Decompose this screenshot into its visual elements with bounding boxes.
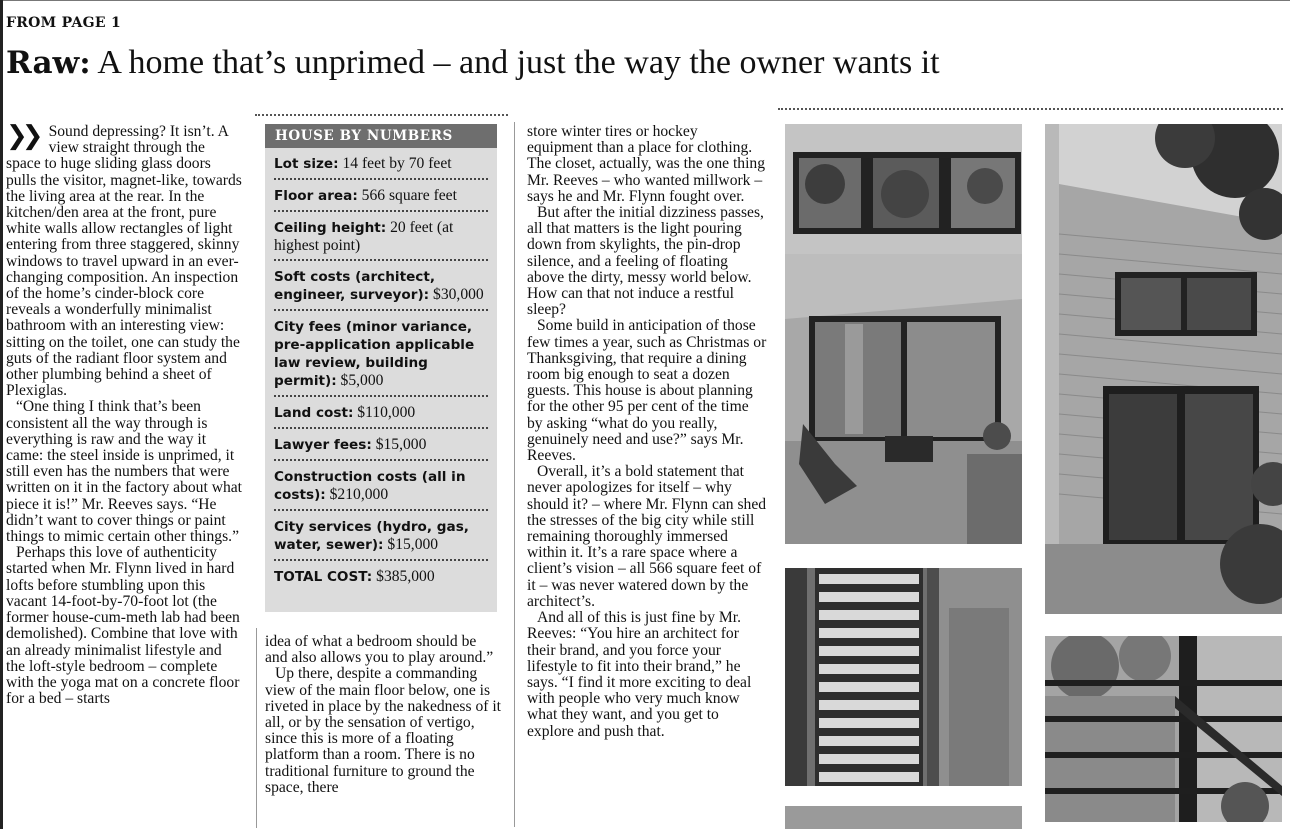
railing-photo — [1045, 636, 1282, 822]
article-column-2 — [265, 634, 501, 829]
dotted-rule — [778, 108, 1283, 110]
box-item: Floor area: 566 square feet — [274, 180, 488, 212]
paragraph: And all of this is just fine by Mr. Reeves: “You hire an architect for their brand, and you force your lifestyle to fit into their brand,” he says. “I find it more exciting to deal with people who very much know what they want, and you get to explore and push that. — [527, 609, 752, 740]
box-item: Ceiling height: 20 feet (at highest point) — [274, 212, 488, 261]
paragraph: Up there, despite a commanding view of the main floor below, one is riveted in place by the nakedness of it all, or by the sensation of vertigo, since this is more of a floating platform than a room. There is no traditional furniture to ground the space, there — [265, 665, 501, 796]
dotted-rule — [255, 114, 508, 116]
column-separator — [514, 122, 515, 827]
article-column-3 — [527, 124, 767, 829]
box-title: HOUSE BY NUMBERS — [265, 124, 497, 148]
box-item: City services (hydro, gas, water, sewer): $15,000 — [274, 511, 488, 561]
headline — [6, 40, 940, 86]
paragraph: idea of what a bedroom should be and also allows you to play around.” — [265, 634, 494, 667]
box-item: Construction costs (all in costs): $210,000 — [274, 461, 488, 511]
page-top-border — [0, 0, 1290, 1]
paragraph: Perhaps this love of authenticity started when Mr. Flynn lived in hard lofts before stumbling upon this vacant 14-foot-by-70-foot lot (the former house-cum-meth lab had been demolished). Combine that love with an already minimalist lifestyle and the loft-style bedroom – complete with the yoga mat on a concrete floor for a bed – starts — [6, 544, 240, 708]
box-item: Soft costs (architect, engineer, surveyor): $30,000 — [274, 261, 488, 311]
railing-photo-drawing — [1045, 636, 1282, 822]
partial-photo — [785, 806, 1022, 829]
paragraph: store winter tires or hockey equipment than a place for clothing. The closet, actually, was the one thing Mr. Reeves – who wanted millwork – says he and Mr. Flynn fought over. — [527, 124, 766, 205]
paragraph: Sound depressing? It isn’t. A view straight through the space to huge sliding glass doors pulls the visitor, magnet-like, towards the living area at the rear. In the kitchen/den area at the front, pure white walls allow rectangles of light entering from three staggered, skinny windows to travel upward in an ever-changing composition. An inspection of the home’s cinder-block core reveals a wonderfully minimalist bathroom with an interesting view: sitting on the toilet, one can study the guts of the radiant floor system and other plumbing behind a sheet of Plexiglas. — [6, 124, 242, 400]
box-item: Land cost: $110,000 — [274, 397, 488, 429]
chevron-icon: ❯❯ — [6, 124, 38, 151]
box-item: TOTAL COST: $385,000 — [274, 568, 435, 585]
paragraph: Some build in anticipation of those few times a year, such as Christmas or Thanksgiving, that require a dining room big enough to seat a dozen guests. This house is about planning for the other 95 per cent of the time by asking “what do you really, genuinely need and use?” says Mr. Reeves. — [527, 317, 767, 465]
kicker: FROM PAGE 1 — [6, 15, 122, 31]
paragraph: “One thing I think that’s been consistent all the way through is everything is raw and the way it came: the steel inside is unprimed, it still even has the numbers that were written on it in the factory about what piece it is!” Mr. Reeves says. “He didn’t want to cover things or paint things to mimic certain other things.” — [6, 398, 242, 546]
exterior-photo — [1045, 124, 1282, 614]
interior-photo-drawing — [785, 124, 1022, 544]
column-separator — [256, 628, 257, 828]
headline-bold: Raw: — [6, 45, 91, 81]
page-left-border — [0, 0, 3, 829]
louver-detail-drawing — [785, 568, 1022, 786]
box-item: Lawyer fees: $15,000 — [274, 429, 488, 461]
headline-rest: A home that’s unprimed – and just the way the owner wants it — [90, 44, 940, 81]
paragraph: But after the initial dizziness passes, all that matters is the light pouring down from skylights, the pin-drop silence, and a feeling of floating above the dirty, messy world below. How can that not induce a restful sleep? — [527, 204, 764, 319]
exterior-photo-drawing — [1045, 124, 1282, 614]
box-item: City fees (minor variance, pre-application applicable law review, building permit): $5,000 — [274, 311, 488, 397]
interior-photo — [785, 124, 1022, 544]
article-column-1 — [6, 124, 242, 829]
house-by-numbers-box — [265, 124, 497, 612]
paragraph: Overall, it’s a bold statement that never apologizes for itself – why should it? – where Mr. Flynn can shed the stresses of the big city while still remaining thoroughly immersed within it. It’s a rare space where a client’s vision – all 566 square feet of it – was never watered down by the architect’s. — [527, 463, 767, 610]
box-item: Lot size: 14 feet by 70 feet — [274, 148, 488, 180]
louver-detail-photo — [785, 568, 1022, 786]
